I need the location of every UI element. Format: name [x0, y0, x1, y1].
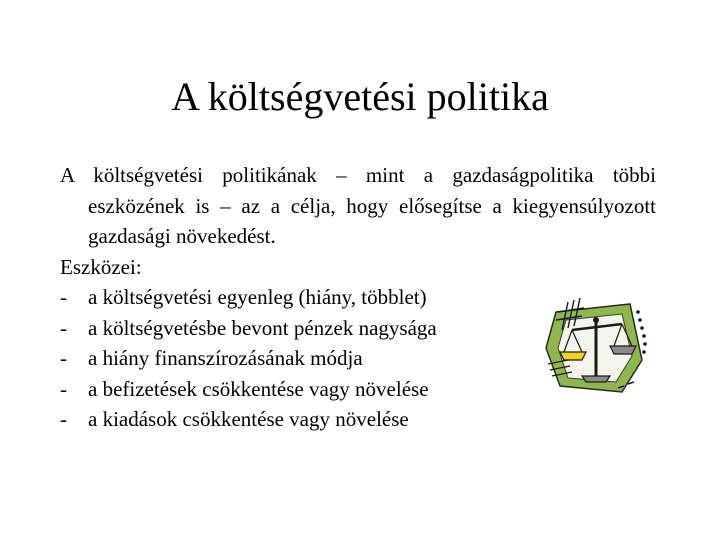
list-item-text: a költségvetésbe bevont pénzek nagysága [88, 315, 437, 340]
intro-paragraph: A költségvetési politikának – mint a gazdaságpolitika többi eszközének is – az a célja, hogy elősegítse a kiegyensúlyozott gazdasági növekedést. [60, 163, 656, 248]
list-item-text: a hiány finanszírozásának módja [88, 346, 363, 370]
list-dash: - [60, 315, 67, 340]
slide-title: A költségvetési politika [171, 74, 549, 119]
list-dash: - [60, 346, 67, 370]
list-dash: - [60, 285, 67, 309]
balance-scale-icon [538, 290, 650, 402]
list-item [60, 404, 656, 435]
list-item-text: a költségvetési egyenleg (hiány, többlet) [88, 285, 427, 309]
list-item-text: a befizetések csökkentése vagy növelése [88, 376, 429, 401]
tools-heading: Eszközei: [60, 254, 142, 279]
list-dash: - [60, 407, 67, 431]
list-dash: - [60, 376, 67, 401]
list-item-text: a kiadások csökkentése vagy növelése [88, 407, 409, 431]
